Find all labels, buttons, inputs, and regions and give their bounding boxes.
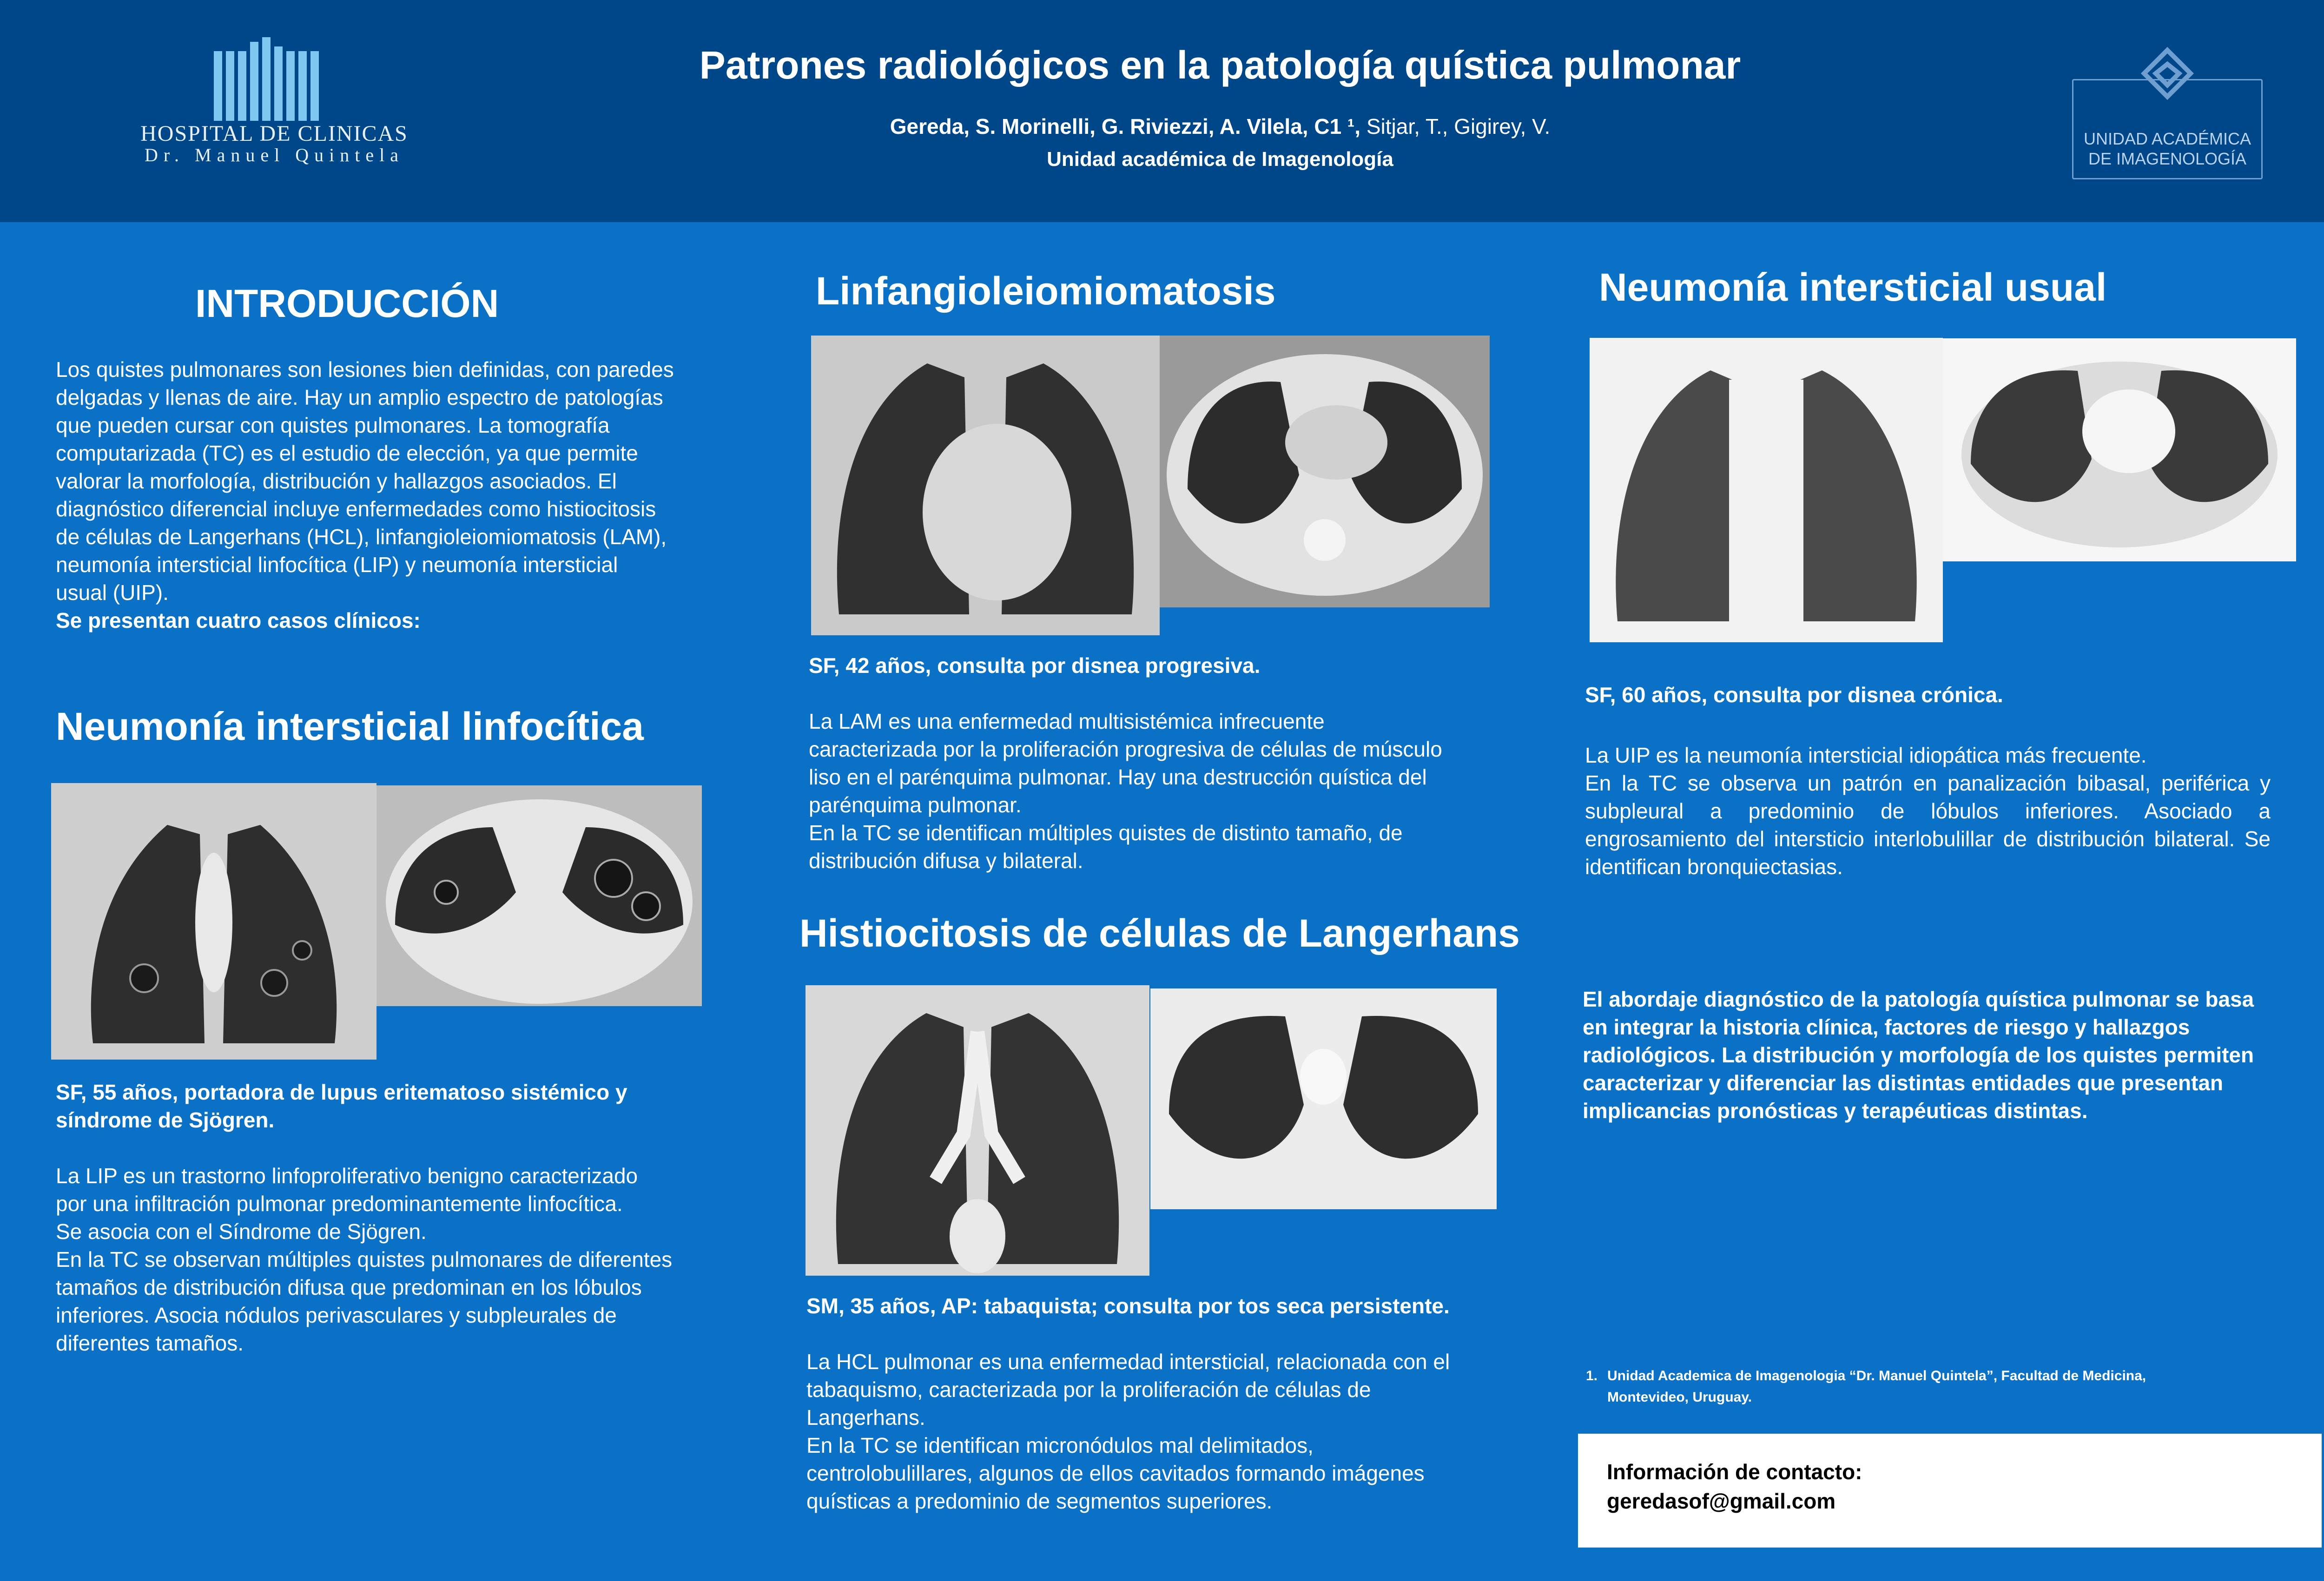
hcl-heading: Histiocitosis de células de Langerhans [799, 911, 1520, 955]
hcl-axial-ct-image [1150, 988, 1497, 1209]
lam-heading: Linfangioleiomiomatosis [816, 269, 1276, 313]
uip-coronal-ct-image [1590, 338, 1943, 642]
lip-text: La LIP es un trastorno linfoproliferativo benigno caracterizado por una infiltración pulmonar predominantemente linfocítica. Se asocia con el Síndrome de Sjögren. En la TC se observan múltiples quistes pulmonares de diferentes tamaños de distribución difusa que predominan en los lóbulos inferiores. Asocia nódulos perivasculares y subpleurales de diferentes tamaños. [56, 1164, 673, 1355]
conclusion-text: El abordaje diagnóstico de la patología quística pulmonar se basa en integrar la historia clínica, factores de riesgo y hallazgos radiológicos. La distribución y morfología de los quistes permiten caracterizar y diferenciar las distintas entidades que presentan implicancias pronósticas y terapéuticas distintas. [1583, 987, 2254, 1123]
lam-case: SF, 42 años, consulta por disnea progresiva. [809, 653, 1261, 678]
intro-cases: Se presentan cuatro casos clínicos: [56, 608, 421, 632]
hcl-text: La HCL pulmonar es una enfermedad intersticial, relacionada con el tabaquismo, caracterizada por la proliferación de células de Langerhans. En la TC se identifican micronódulos mal delimitados, centrolobulillares, algunos de ellos cavitados formando imágenes quísticas a predominio de segmentos superiores. [806, 1350, 1450, 1513]
footnote-number: 1. [1586, 1368, 1598, 1383]
lam-axial-ct-image [1160, 336, 1490, 607]
uip-text: La UIP es la neumonía intersticial idiopática más frecuente. En la TC se observa un patrón en panalización bibasal, periférica y subpleural a predominio de lóbulos inferiores. Asociado a engrosamiento del intersticio interlobulillar de distribución bilateral. Se identifican bronquiectasias. [1585, 743, 2271, 879]
lip-heading: Neumonía intersticial linfocítica [56, 705, 644, 748]
uip-heading: Neumonía intersticial usual [1599, 265, 2107, 309]
hcl-coronal-ct-icon [805, 985, 1149, 1276]
intro-heading: INTRODUCCIÓN [195, 282, 499, 325]
hospital-building-icon [116, 33, 432, 125]
lip-case-text: SF, 55 años, portadora de lupus eritematoso sistémico y síndrome de Sjögren [56, 1080, 627, 1132]
uip-coronal-ct-icon [1590, 338, 1943, 642]
unit-logo [2072, 79, 2263, 179]
hospital-logo-line2: Dr. Manuel Quintela [145, 145, 404, 165]
contact-label: Información de contacto: [1607, 1460, 1862, 1484]
lam-coronal-ct-image [811, 336, 1160, 635]
lip-case: SF, 55 años, portadora de lupus eritematoso sistémico y síndrome de Sjögren. [56, 1080, 627, 1132]
hcl-coronal-ct-image [805, 985, 1149, 1276]
authors-bold: Gereda, S. Morinelli, G. Riviezzi, A. Vilela, C1 ¹, [890, 114, 1361, 138]
authors-regular: Sitjar, T., Gigirey, V. [1366, 114, 1551, 138]
poster-title: Patrones radiológicos en la patología quística pulmonar [699, 43, 1741, 87]
uip-axial-ct-icon [1943, 338, 2296, 561]
lip-coronal-ct-image [51, 783, 376, 1060]
unit-logo-line2: DE IMAGENOLOGÍA [2088, 149, 2247, 168]
lip-coronal-ct-icon [51, 783, 376, 1060]
unit-logo-line1: UNIDAD ACADÉMICA [2083, 129, 2251, 148]
poster-authors [465, 114, 1975, 139]
uip-axial-ct-image [1943, 338, 2296, 561]
poster-header [0, 0, 2324, 222]
hcl-axial-ct-icon [1150, 988, 1497, 1209]
contact-email[interactable]: geredasof@gmail.com [1607, 1489, 1836, 1513]
hospital-logo-line1: HOSPITAL DE CLINICAS [140, 121, 408, 146]
contact-box [1578, 1434, 2322, 1548]
footnote-text: Unidad Academica de Imagenologia “Dr. Manuel Quintela”, Facultad de Medicina, Montevideo, Uruguay. [1607, 1368, 2146, 1405]
lam-text: La LAM es una enfermedad multisistémica infrecuente caracterizada por la proliferación progresiva de células de músculo liso en el parénquima pulmonar. Hay una destrucción quística del parénquima pulmonar. En la TC se identifican múltiples quistes de distinto tamaño, de distribución difusa y bilateral. [809, 709, 1442, 873]
lam-coronal-ct-icon [811, 336, 1160, 635]
poster-affiliation: Unidad académica de Imagenología [1047, 148, 1393, 171]
lip-axial-ct-icon [376, 785, 702, 1006]
lam-axial-ct-icon [1160, 336, 1490, 607]
intro-text: Los quistes pulmonares son lesiones bien definidas, con paredes delgadas y llenas de aire. Hay un amplio espectro de patologías que pueden cursar con quistes pulmonares. La tomografía computarizada (TC) es el estudio de elección, ya que permite valorar la morfología, distribución y hallazgos asociados. El diagnóstico diferencial incluye enfermedades como histiocitosis de células de Langerhans (HCL), linfangioleiomiomatosis (LAM), neumonía intersticial linfocítica (LIP) y neumonía intersticial usual (UIP). [56, 357, 674, 605]
lip-axial-ct-image [376, 785, 702, 1006]
hospital-logo [116, 33, 432, 172]
hcl-case: SM, 35 años, AP: tabaquista; consulta por tos seca persistente. [806, 1294, 1450, 1318]
unit-diamond-icon [2121, 46, 2214, 106]
uip-case: SF, 60 años, consulta por disnea crónica. [1585, 683, 2003, 707]
